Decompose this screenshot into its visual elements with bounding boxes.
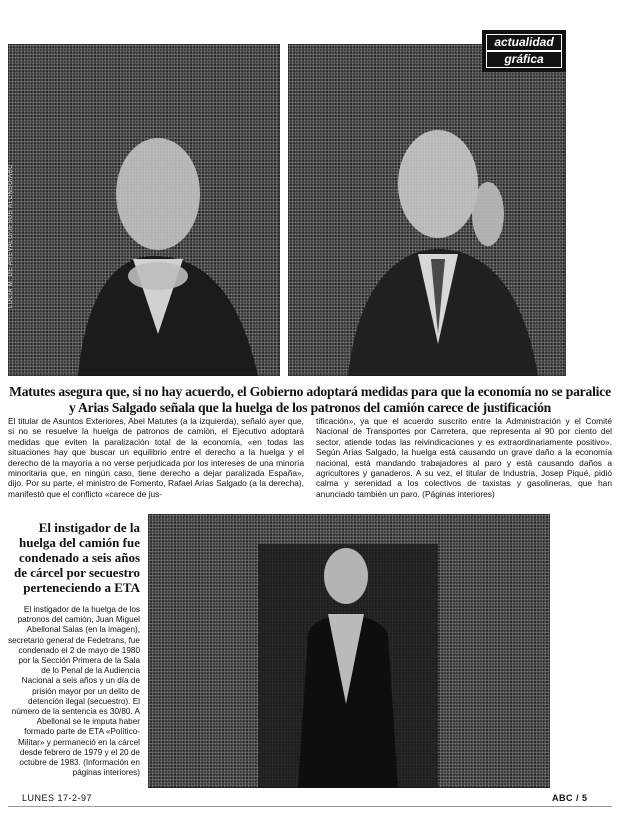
figure-arias-salgado — [288, 44, 566, 376]
main-headline: Matutes asegura que, si no hay acuerdo, el Gobierno adoptará medidas para que la economía no se paralice y Arias Salgado señala que la huelga de los patronos del camión carece de justificación — [9, 384, 611, 415]
photo-arias-salgado — [288, 44, 566, 376]
photo-credit: LUCÍA M. DE ARÉVALO/JESÚS ALONSO/ABC — [8, 164, 14, 309]
photo-matutes — [8, 44, 280, 376]
section-badge — [482, 30, 566, 72]
sub-body: El instigador de la huelga de los patronos del camión, Juan Miguel Abellonal Salas (en la imagen), secretario general de Fedetrans, fue condenado el 2 de mayo de 1980 por la Sección Primera de la Sala de lo Penal de la Audiencia Nacional a seis años y un día de prisión mayor por un delito de detención ilegal (secuestro). El número de la sentencia es 30/80. A Abellonal se le imputa haber formado parte de ETA «Político-Militar» y permaneció en la cárcel desde febrero de 1979 y el 20 de octubre de 1983. (Información en páginas interiores) — [8, 605, 140, 778]
photo-abellonal — [148, 514, 550, 788]
sub-headline: El instigador de la huelga del camión fue condenado a seis años de cárcel por secuestro perteneciendo a ETA — [14, 520, 140, 595]
figure-matutes — [8, 44, 280, 376]
body-column-left: El titular de Asuntos Exteriores, Abel Matutes (a la izquierda), señaló ayer que, si no se resuelve la huelga de patronos de camión, el Ejecutivo adoptará medidas que eviten la paralización total de la economía, «en todas las situaciones hay que buscar un equilibrio entre el derecho a la huelga y el derecho de la mayoría a no verse perjudicada por los intereses de una minoría minoritaria que, en ningún caso, tiene derecho a dejar paralizada España», dijo. Por su parte, el ministro de Fomento, Rafael Arias Salgado (a la derecha), manifestó que el conflicto «carece de jus- — [8, 416, 304, 499]
figure-abellonal — [148, 514, 550, 788]
body-column-right: tificación», ya que el acuerdo suscrito entre la Administración y el Comité Nacional de Transportes por Carretera, que representa al 90 por ciento del sector, atiende todas las reivindicaciones y es extraordinariamente positivo». Según Arias Salgado, la huelga está causando un grave daño a la economía nacional, está mandando trabajadores al paro y está causando daños a agricultores y ganaderos. A su vez, el titular de Industria, Josep Piqué, pidió calma y serenidad a los colectivos de taxistas y gasolineras, que han anunciado también un paro. (Páginas interiores) — [316, 416, 612, 499]
footer-page: ABC / 5 — [552, 793, 588, 803]
badge-line-2: gráfica — [486, 51, 562, 68]
footer-divider — [8, 806, 612, 807]
badge-line-1: actualidad — [486, 34, 562, 51]
footer-date: LUNES 17-2-97 — [22, 793, 93, 803]
